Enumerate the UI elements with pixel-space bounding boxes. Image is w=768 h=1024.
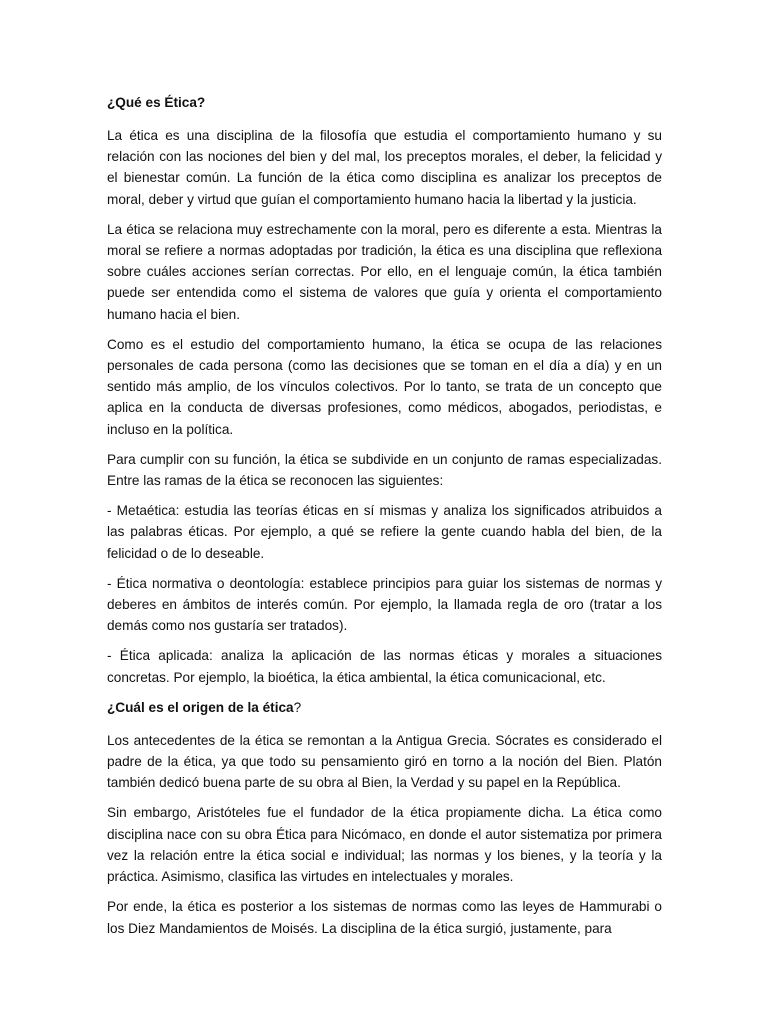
paragraph: La ética es una disciplina de la filosofía que estudia el comportamiento humano y su relación con las nociones del bien y del mal, los preceptos morales, el deber, la felicidad y el bienestar común. La función de la ética como disciplina es analizar los preceptos de moral, deber y virtud que guían el comportamiento humano hacia la libertad y la justicia. <box>107 128 662 207</box>
paragraph: Sin embargo, Aristóteles fue el fundador de la ética propiamente dicha. La ética como disciplina nace con su obra Ética para Nicómaco, en donde el autor sistematiza por primera vez la relación entre la ética social e individual; las normas y los bienes, y la teoría y la práctica. Asimismo, clasifica las virtudes en intelectuales y morales. <box>107 805 662 885</box>
heading-text: ¿Cuál es el origen de la ética <box>107 699 294 715</box>
list-item-etica-aplicada: - Ética aplicada: analiza la aplicación de las normas éticas y morales a situaciones concretas. Por ejemplo, la bioética, la ética ambiental, la ética comunicacional, etc. <box>107 648 662 685</box>
paragraph: Como es el estudio del comportamiento humano, la ética se ocupa de las relaciones personales de cada persona (como las decisiones que se toman en el día a día) y en un sentido más amplio, de los vínculos colectivos. Por lo tanto, se trata de un concepto que aplica en la conducta de diversas profesiones, como médicos, abogados, periodistas, e incluso en la política. <box>107 336 662 437</box>
list-item-metaetica: - Metaética: estudia las teorías éticas en sí mismas y analiza los significados atribuidos a las palabras éticas. Por ejemplo, a qué se refiere la gente cuando habla del bien, de la felicidad o de lo deseable. <box>107 503 662 561</box>
paragraph: Para cumplir con su función, la ética se subdivide en un conjunto de ramas especializadas. Entre las ramas de la ética se reconocen las siguientes: <box>107 451 662 489</box>
paragraph: La ética se relaciona muy estrechamente con la moral, pero es diferente a esta. Mientras la moral se refiere a normas adoptadas por tradición, la ética es una disciplina que reflexiona sobre cuáles acciones serían correctas. Por ello, en el lenguaje común, la ética también puede ser entendida como el sistema de valores que guía y orienta el comportamiento humano hacia el bien. <box>107 221 662 322</box>
section-heading-origen-etica <box>107 697 662 718</box>
heading-question-mark: ? <box>293 699 302 715</box>
paragraph: Los antecedentes de la ética se remontan a la Antigua Grecia. Sócrates es considerado el padre de la ética, ya que todo su pensamiento giró en torno a la noción del Bien. Platón también dedicó buena parte de su obra al Bien, la Verdad y su papel en la República. <box>107 732 662 791</box>
section-heading-que-es-etica: ¿Qué es Ética? <box>107 95 206 110</box>
list-item-etica-normativa: - Ética normativa o deontología: establece principios para guiar los sistemas de normas y deberes en ámbitos de interés común. Por ejemplo, la llamada regla de oro (tratar a los demás como nos gustaría ser tratados). <box>107 575 662 634</box>
paragraph: Por ende, la ética es posterior a los sistemas de normas como las leyes de Hammurabi o los Diez Mandamientos de Moisés. La disciplina de la ética surgió, justamente, para <box>107 899 662 936</box>
